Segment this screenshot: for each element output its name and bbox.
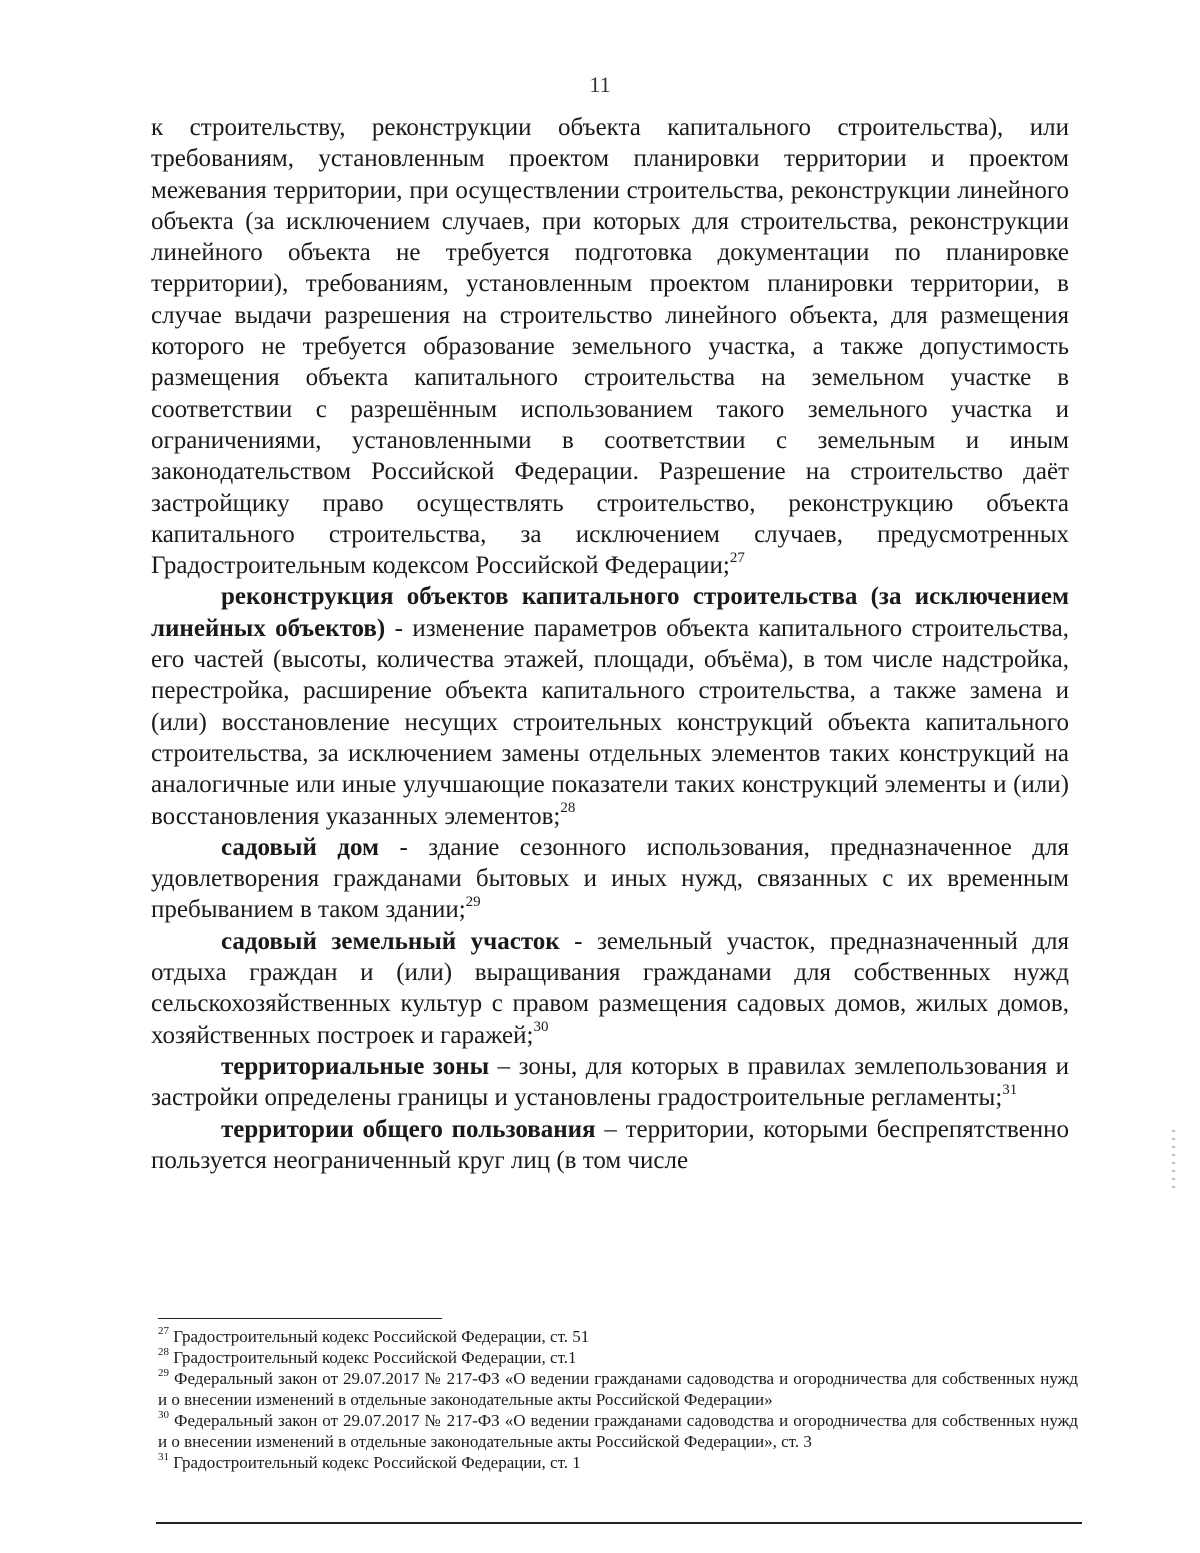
footnotes (158, 1326, 1078, 1473)
footnote-ref: 29 (465, 894, 481, 911)
footnote-number: 29 (158, 1367, 169, 1380)
definition-text: - земельный участок, предназначенный для отдыха граждан и (или) выращивания гражданами для собственных нужд сельскохозяйственных культур с правом размещения садовых домов, жилых домов, хозяйственных построек и гаражей; (151, 927, 1069, 1049)
footnote-item (158, 1410, 1078, 1452)
footnote-number: 31 (158, 1451, 169, 1464)
footnote-ref: 30 (533, 1019, 549, 1036)
definition-term: территории общего пользования (221, 1115, 596, 1143)
footnote-ref: 28 (560, 800, 576, 817)
definition-term: садовый дом (221, 833, 380, 861)
footnote-number: 30 (158, 1409, 169, 1422)
page-number: 11 (589, 72, 611, 97)
footnote-ref: 27 (729, 549, 745, 566)
definition-term: садовый земельный участок (221, 927, 560, 955)
footnote-text: Градостроительный кодекс Российской Федерации, ст.1 (169, 1348, 577, 1367)
definition-text: - здание сезонного использования, предназначенное для удовлетворения гражданами бытовых и иных нужд, связанных с их временным пребыванием в таком здании; (151, 833, 1069, 924)
footnote-item (158, 1326, 1078, 1347)
definition-public-territories (151, 1114, 1069, 1177)
footnote-number: 27 (158, 1325, 169, 1338)
body-text (151, 112, 1069, 1176)
definition-garden-house (151, 832, 1069, 926)
footnote-text: Федеральный закон от 29.07.2017 № 217-ФЗ «О ведении гражданами садоводства и огородничества для собственных нужд и о внесении изменений в отдельные законодательные акты Российской Федерации» (158, 1369, 1078, 1409)
bottom-rule (156, 1522, 1082, 1524)
footnote-separator (158, 1318, 442, 1319)
definition-garden-plot (151, 926, 1069, 1051)
footnote-text: Федеральный закон от 29.07.2017 № 217-ФЗ «О ведении гражданами садоводства и огородничества для собственных нужд и о внесении изменений в отдельные законодательные акты Российской Федерации», ст. 3 (158, 1411, 1078, 1451)
intro-paragraph (151, 112, 1069, 581)
footnote-text: Градостроительный кодекс Российской Федерации, ст. 51 (169, 1327, 590, 1346)
definition-text: - изменение параметров объекта капитального строительства, его частей (высоты, количества этажей, площади, объёма), в том числе надстройка, перестройка, расширение объекта капитального строительства, а также замена и (или) восстановление несущих строительных конструкций объекта капитального строительства, за исключением замены отдельных элементов таких конструкций на аналогичные или иные улучшающие показатели таких конструкций элементы и (или) восстановления указанных элементов; (151, 614, 1069, 830)
definition-reconstruction (151, 581, 1069, 831)
footnote-item (158, 1347, 1078, 1368)
footnote-text: Градостроительный кодекс Российской Федерации, ст. 1 (169, 1453, 581, 1472)
definition-territorial-zones (151, 1051, 1069, 1114)
intro-text: к строительству, реконструкции объекта капитального строительства), или требованиям, установленным проектом планировки территории и проектом межевания территории, при осуществлении строительства, реконструкции линейного объекта (за исключением случаев, при которых для строительства, реконструкции линейного объекта не требуется подготовка документации по планировке территории), требованиям, установленным проектом планировки территории, в случае выдачи разрешения на строительство линейного объекта, для размещения которого не требуется образование земельного участка, а также допустимость размещения объекта капитального строительства на земельном участке в соответствии с разрешённым использованием такого земельного участка и ограничениями, установленными в соответствии с земельным и иным законодательством Российской Федерации. Разрешение на строительство даёт застройщику право осуществлять строительство, реконструкцию объекта капитального строительства, за исключением случаев, предусмотренных Градостроительным кодексом Российской Федерации; (151, 114, 1069, 580)
definition-term: территориальные зоны (221, 1052, 490, 1080)
footnote-item (158, 1452, 1078, 1473)
definition-text: – территории, которыми беспрепятственно пользуется неограниченный круг лиц (в том числе (151, 1115, 1069, 1174)
footnote-number: 28 (158, 1346, 169, 1359)
footnote-item (158, 1368, 1078, 1410)
scan-artifact (1172, 1130, 1175, 1190)
definition-text: – зоны, для которых в правилах землепользования и застройки определены границы и установлены градостроительные регламенты; (151, 1052, 1069, 1112)
footnote-ref: 31 (1002, 1081, 1018, 1098)
definition-term: реконструкция объектов капитального строительства (за исключением линейных объектов) (151, 583, 1069, 642)
